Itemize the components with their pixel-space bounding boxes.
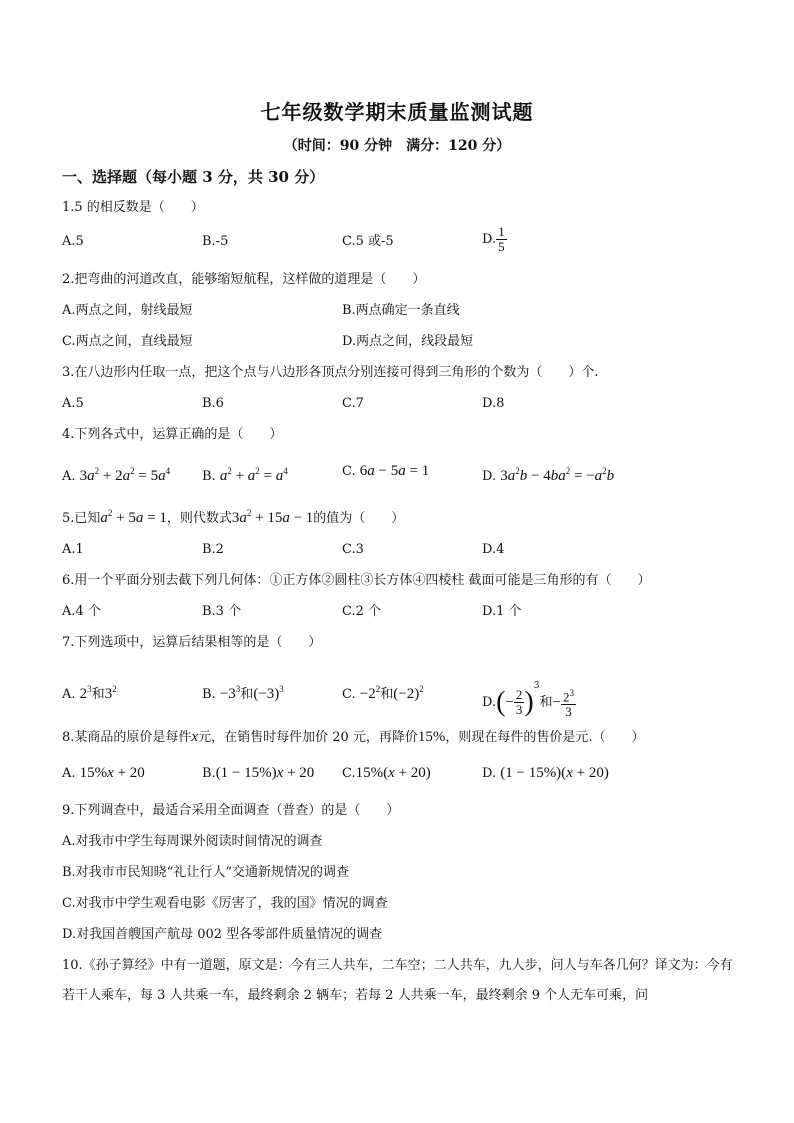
question-4-stem: 4.下列各式中，运算正确的是（ ） [62, 427, 283, 442]
question-2-option-d: D.两点之间，线段最短 [342, 334, 474, 349]
question-3-option-c: C.7 [342, 396, 364, 411]
stem-text: ，则现在每件的售价是元.（ ） [445, 730, 645, 745]
stem-text: 元，在销售时每件加价 20 元，再降价 [198, 730, 418, 745]
question-4-option-d: D. $3a^2b - 4ba^2 = -a^2b$ [482, 466, 615, 484]
option-label: A. [62, 766, 76, 781]
question-5-option-a: A.1 [62, 542, 84, 557]
question-1-stem: 1.5 的相反数是（ ） [62, 200, 204, 215]
question-4-option-a: A. $3a^2 + 2a^2 = 5a^4$ [62, 466, 171, 484]
question-2-option-a: A.两点之间，射线最短 [62, 303, 193, 318]
question-2-option-b: B.两点确定一条直线 [342, 303, 460, 318]
question-4-option-c: C. 6a − 5a = 1 [342, 463, 430, 479]
question-8-stem: 8.某商品的原价是每件x元，在销售时每件加价 20 元，再降价15%，则现在每件的售价是元.（ ） [62, 729, 645, 745]
fraction [496, 225, 507, 254]
question-9-option-b: B.对我市市民知晓“礼让行人”交通新规情况的调查 [62, 865, 349, 880]
question-3-stem: 3.在八边形内任取一点，把这个点与八边形各顶点分别连接可得到三角形的个数为（ ）个. [62, 365, 599, 380]
option-label: B. [202, 687, 216, 702]
option-label: D. [482, 766, 497, 781]
question-5-option-c: C.3 [342, 542, 364, 557]
question-6-option-c: C.2 个 [342, 604, 382, 619]
option-label: B. [202, 469, 216, 484]
question-3-option-b: B.6 [202, 396, 224, 411]
question-8-option-c: C.15%(x + 20) [342, 765, 431, 781]
question-3-option-d: D.8 [482, 396, 505, 411]
question-9-option-c: C.对我市中学生观看电影《厉害了，我的国》情况的调查 [62, 896, 388, 911]
option-label: D. [482, 232, 497, 247]
and-text: 和 [240, 687, 254, 702]
question-6-option-b: B.3 个 [202, 604, 242, 619]
and-text: 和 [91, 687, 105, 702]
question-8-option-d: D. (1 − 15%)(x + 20) [482, 765, 609, 781]
stem-text: 的值为（ ） [313, 511, 405, 526]
question-4-option-b: B. $a^2 + a^2 = a^4$ [202, 466, 288, 484]
option-label: B. [202, 766, 216, 781]
option-label: C. [342, 687, 356, 702]
fraction-numerator: 2 [515, 687, 523, 702]
page-subtitle: （时间：90 分钟 满分：120 分） [283, 138, 511, 154]
question-5-option-d: D.4 [482, 542, 505, 557]
and-text: 和 [380, 687, 394, 702]
question-2-stem: 2.把弯曲的河道改直，能够缩短航程，这样做的道理是（ ） [62, 272, 426, 287]
stem-text: ，则代数式 [166, 511, 232, 526]
fraction-denominator: 5 [498, 239, 505, 254]
stem-text: 8.某商品的原价是每件 [62, 730, 192, 745]
question-1-option-d [482, 225, 507, 254]
page-title: 七年级数学期末质量监测试题 [260, 100, 534, 124]
question-9-option-a: A.对我市中学生每周课外阅读时间情况的调查 [62, 834, 323, 849]
option-label: C. [342, 464, 356, 479]
option-label: A. [62, 469, 76, 484]
option-label: D. [482, 469, 497, 484]
question-5-stem: 5.已知$a^2 + 5a = 1$，则代数式$3a^2 + 15a - 1$的值为（ ） [62, 508, 405, 526]
question-9-option-d: D.对我国首艘国产航母 002 型各零部件质量情况的调查 [62, 927, 383, 942]
question-1-option-a: A.5 [62, 234, 84, 249]
question-1-option-c: C.5 或-5 [342, 234, 394, 249]
question-6-option-a: A.4 个 [62, 604, 101, 619]
fraction-numerator: 1 [498, 224, 505, 239]
question-1-option-b: B.-5 [202, 234, 229, 249]
question-8-option-b: B.(1 − 15%)x + 20 [202, 765, 315, 781]
question-8-option-a: A. 15%x + 20 [62, 765, 145, 781]
question-2-option-c: C.两点之间，直线最短 [62, 334, 193, 349]
question-3-option-a: A.5 [62, 396, 84, 411]
question-7-option-a: A. $2^3$和$3^2$ [62, 684, 117, 702]
option-label: D. [482, 695, 497, 710]
question-6-option-d: D.1 个 [482, 604, 522, 619]
fraction [514, 688, 525, 717]
question-5-option-b: B.2 [202, 542, 224, 557]
question-7-option-d: D.(− $\frac{2}{3}$ )$^3$和− $\frac{2^3}{3}$ [482, 681, 574, 720]
question-7-stem: 7.下列选项中，运算后结果相等的是（ ） [62, 635, 322, 650]
question-9-stem: 9.下列调查中，最适合采用全面调查（普查）的是（ ） [62, 803, 400, 818]
question-6-stem: 6.用一个平面分别去截下列几何体：①正方体②圆柱③长方体④四棱柱 截面可能是三角形的有（ ） [62, 573, 651, 588]
question-10-stem: 10.《孙子算经》中有一道题，原文是：今有三人共车，二车空；二人共车，九人步，问人与车各几何？译文为：今有若干人乘车，每 3 人共乘一车，最终剩余 2 辆车；若每 2 人共乘一车，最终剩余 9 个人无车可乘，问 [62, 958, 733, 1003]
option-label: A. [62, 687, 76, 702]
question-7-option-b: B. $-3^3$和$(-3)^3$ [202, 684, 284, 702]
option-label: C. [342, 766, 356, 781]
stem-text: 5.已知 [62, 511, 101, 526]
question-7-option-c: C. $-2^2$和$(-2)^2$ [342, 684, 424, 702]
fraction-denominator: 3 [515, 702, 523, 717]
section-heading: 一、选择题（每小题 3 分，共 30 分） [62, 168, 325, 186]
fraction: $\frac{2^3}{3}$ [562, 687, 574, 720]
and-text: 和 [539, 695, 553, 710]
